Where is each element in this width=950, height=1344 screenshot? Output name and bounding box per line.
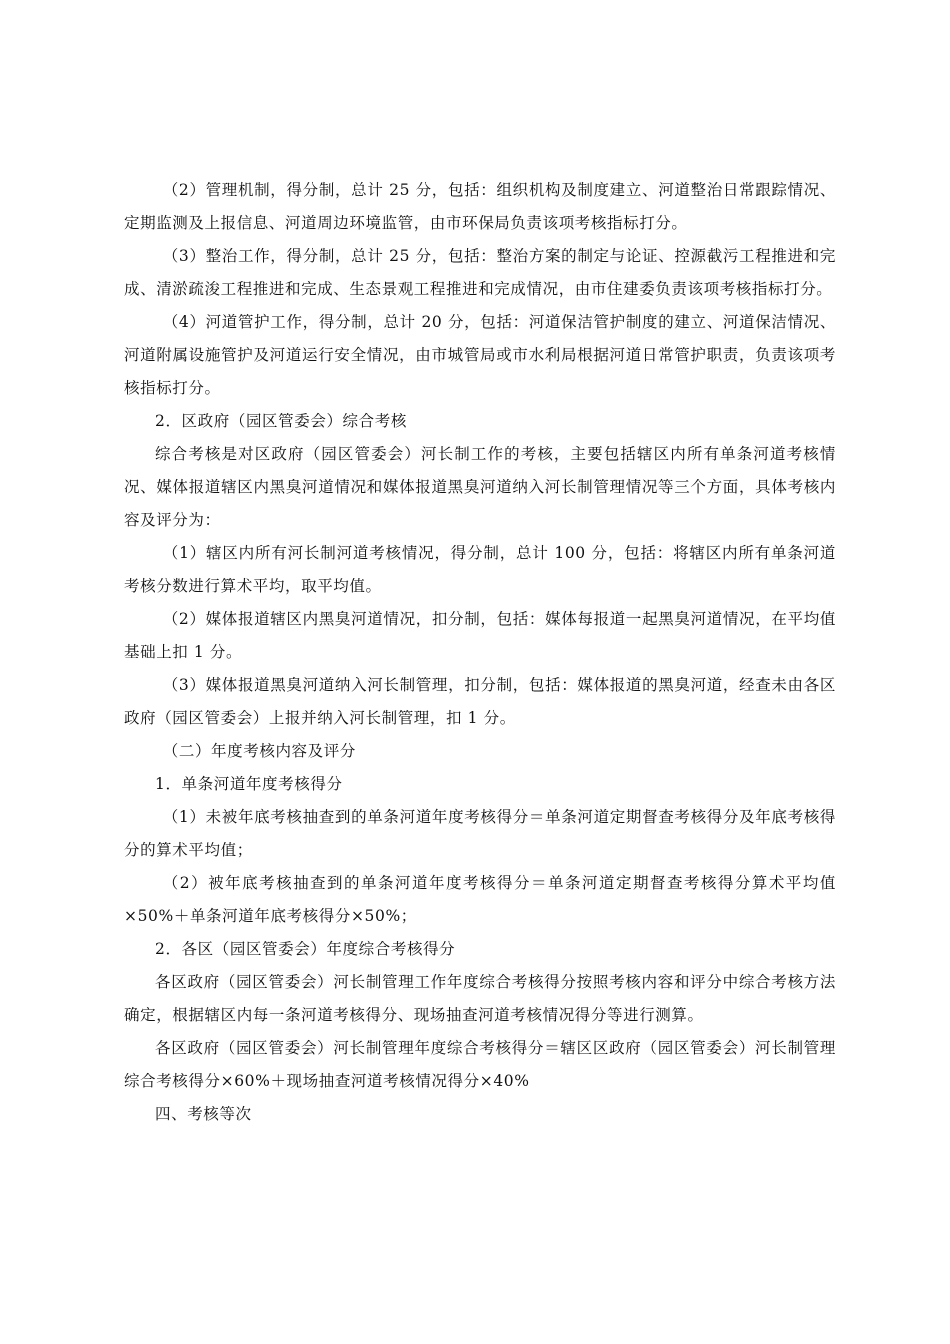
paragraph-sampled-river-score: （2）被年底考核抽查到的单条河道年度考核得分＝单条河道定期督查考核得分算术平均值×50%＋单条河道年底考核得分×50%； <box>124 874 836 925</box>
section-heading-annual-assessment: （二）年度考核内容及评分 <box>162 742 356 760</box>
paragraph-media-river-chief: （3）媒体报道黑臭河道纳入河长制管理，扣分制，包括：媒体报道的黑臭河道，经查未由各区政府（园区管委会）上报并纳入河长制管理，扣 1 分。 <box>124 676 836 727</box>
paragraph-district-annual-method: 各区政府（园区管委会）河长制管理工作年度综合考核得分按照考核内容和评分中综合考核方法确定，根据辖区内每一条河道考核得分、现场抽查河道考核情况得分等进行测算。 <box>124 973 836 1024</box>
paragraph-management-mechanism: （2）管理机制，得分制，总计 25 分，包括：组织机构及制度建立、河道整治日常跟踪情况、定期监测及上报信息、河道周边环境监管，由市环保局负责该项考核指标打分。 <box>124 181 836 232</box>
document-body <box>124 174 836 1131</box>
paragraph-district-rivers-score: （1）辖区内所有河长制河道考核情况，得分制，总计 100 分，包括：将辖区内所有单条河道考核分数进行算术平均，取平均值。 <box>124 544 836 595</box>
paragraph-media-black-odorous: （2）媒体报道辖区内黑臭河道情况，扣分制，包括：媒体每报道一起黑臭河道情况，在平均值基础上扣 1 分。 <box>124 610 836 661</box>
section-heading-district-assessment: 2．区政府（园区管委会）综合考核 <box>155 412 407 430</box>
paragraph-river-maintenance: （4）河道管护工作，得分制，总计 20 分，包括：河道保洁管护制度的建立、河道保洁情况、河道附属设施管护及河道运行安全情况，由市城管局或市水利局根据河道日常管护职责，负责该项考核指标打分。 <box>124 313 836 397</box>
paragraph-remediation-work: （3）整治工作，得分制，总计 25 分，包括：整治方案的制定与论证、控源截污工程推进和完成、清淤疏浚工程推进和完成、生态景观工程推进和完成情况，由市住建委负责该项考核指标打分。 <box>124 247 836 298</box>
paragraph-district-assessment-intro: 综合考核是对区政府（园区管委会）河长制工作的考核，主要包括辖区内所有单条河道考核情况、媒体报道辖区内黑臭河道情况和媒体报道黑臭河道纳入河长制管理情况等三个方面，具体考核内容及评分为： <box>124 445 836 529</box>
section-heading-district-annual: 2．各区（园区管委会）年度综合考核得分 <box>155 940 456 958</box>
paragraph-unsampled-river-score: （1）未被年底考核抽查到的单条河道年度考核得分＝单条河道定期督查考核得分及年底考核得分的算术平均值； <box>124 808 836 859</box>
section-heading-single-river-annual: 1．单条河道年度考核得分 <box>155 775 343 793</box>
section-heading-assessment-grades: 四、考核等次 <box>155 1105 252 1123</box>
paragraph-district-annual-formula: 各区政府（园区管委会）河长制管理年度综合考核得分＝辖区区政府（园区管委会）河长制管理综合考核得分×60%＋现场抽查河道考核情况得分×40% <box>124 1039 836 1090</box>
